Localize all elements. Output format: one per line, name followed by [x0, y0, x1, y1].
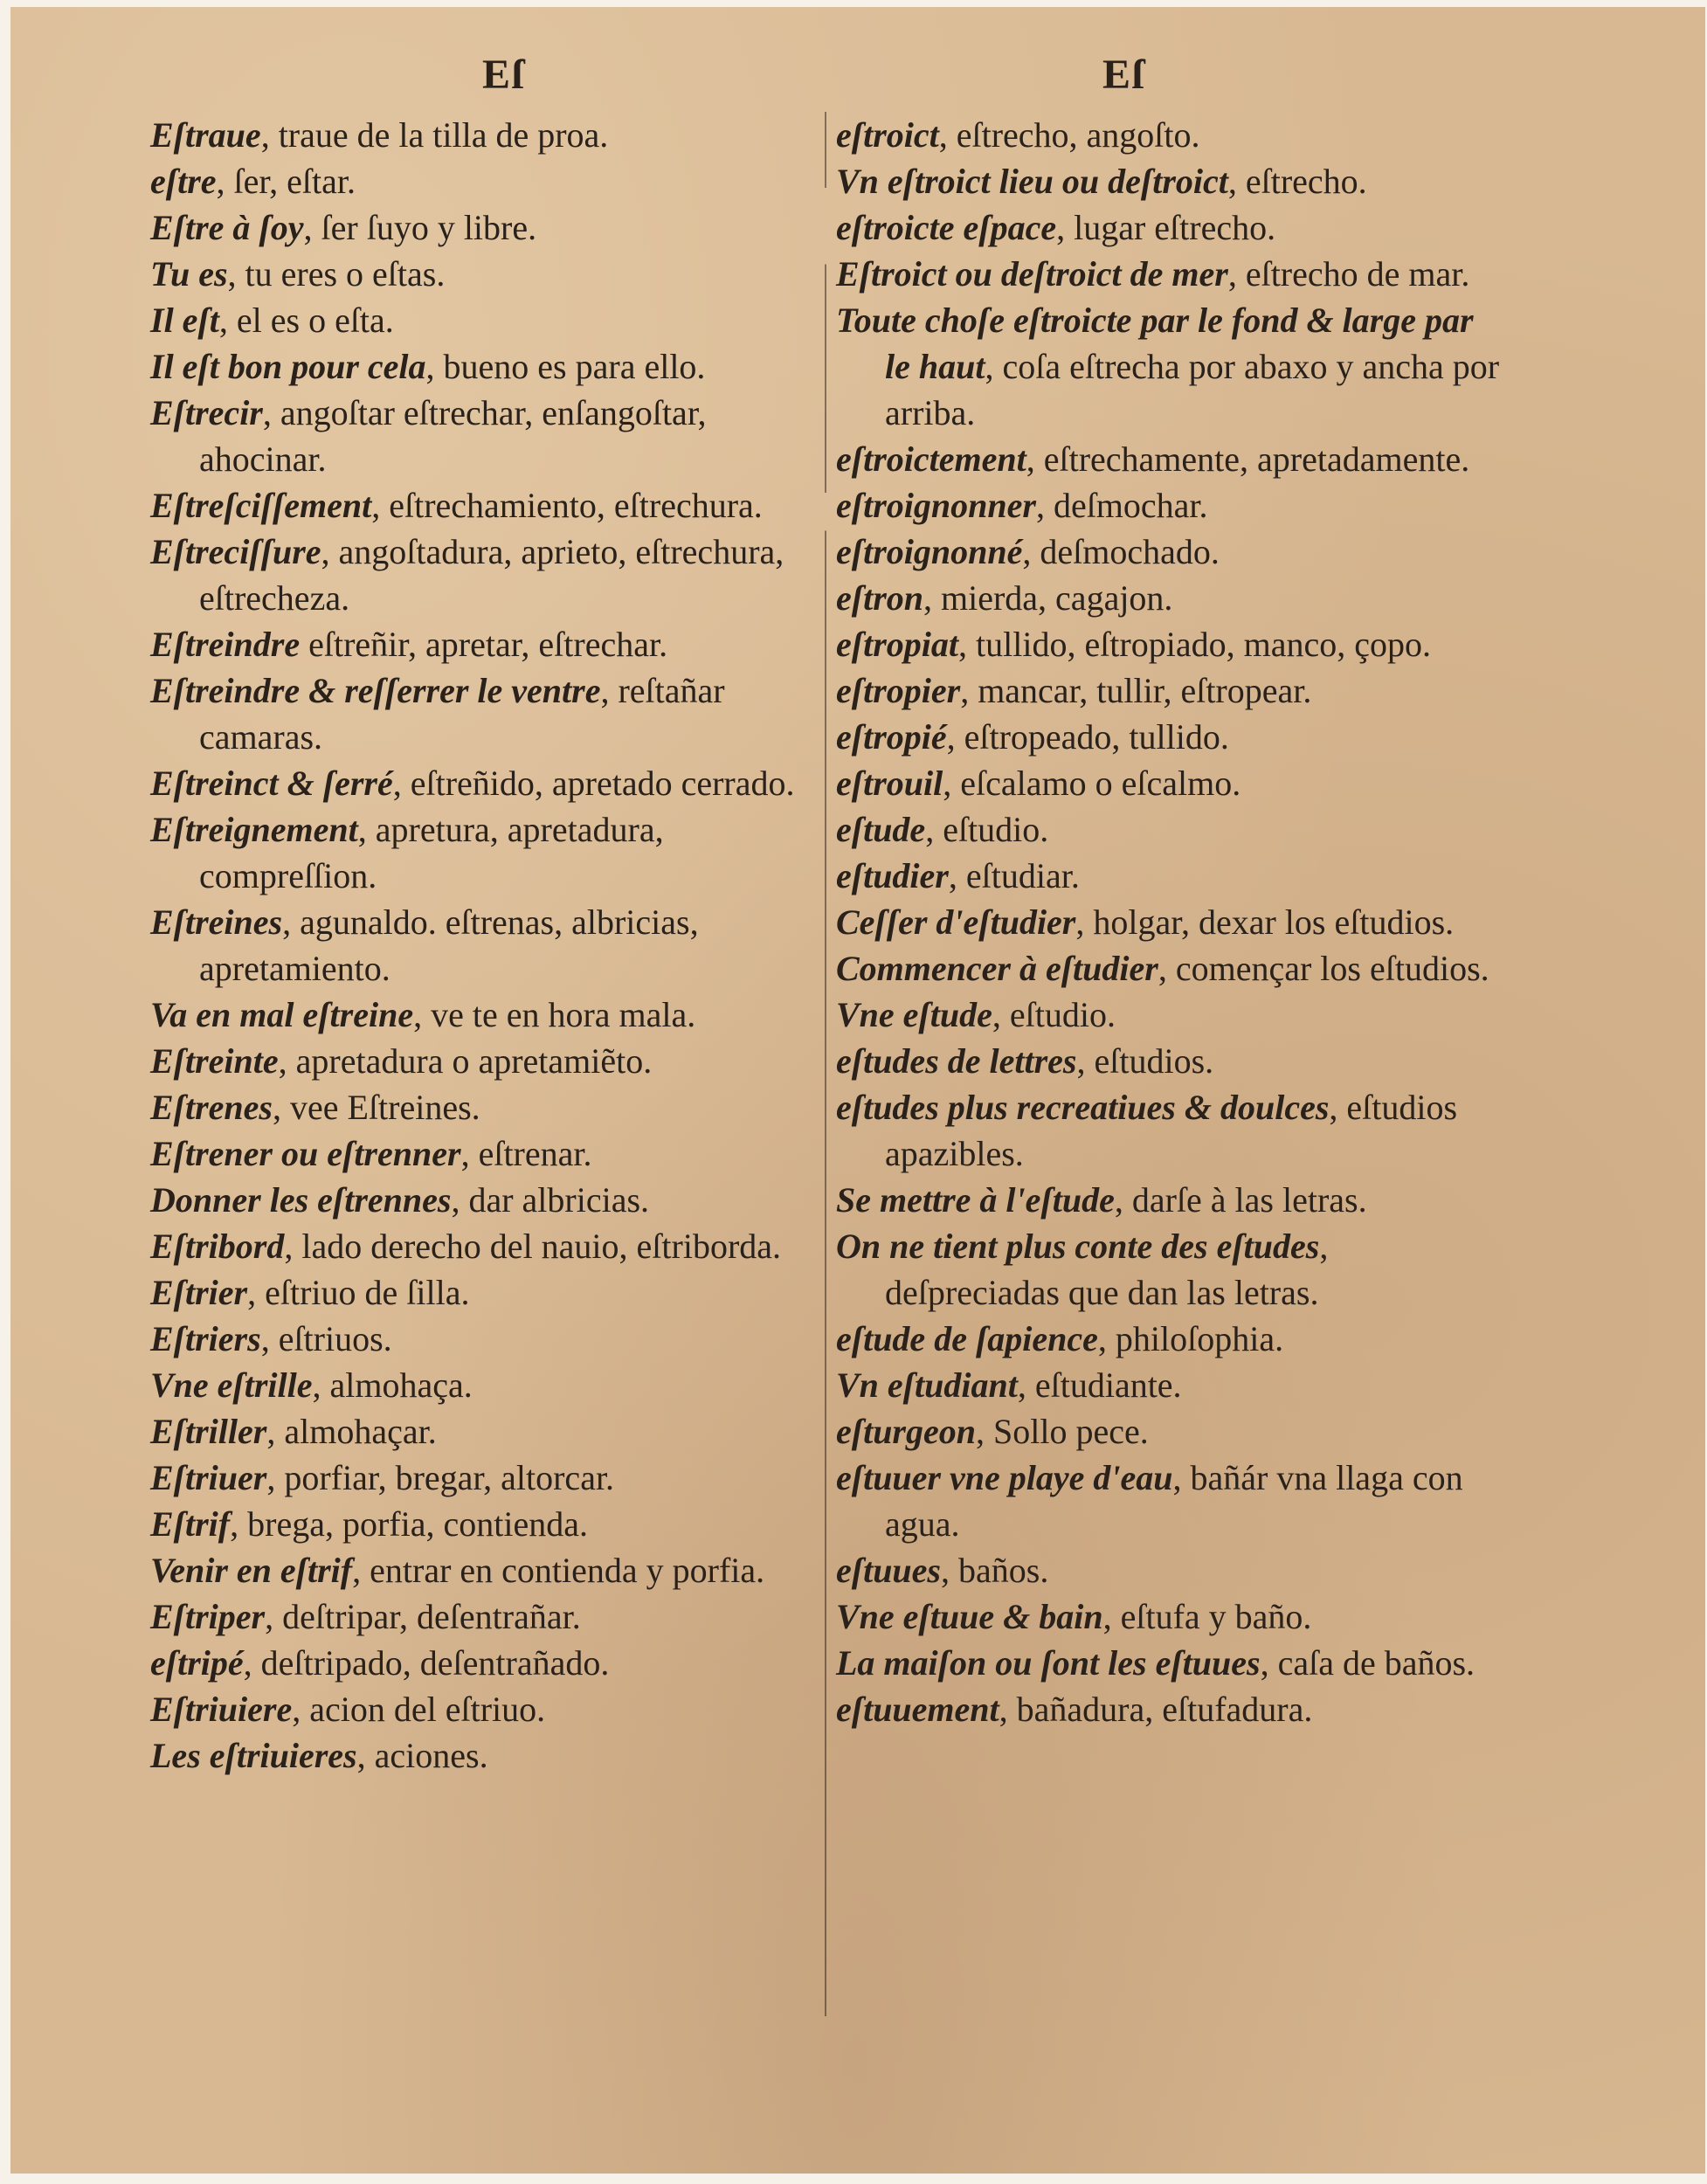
dictionary-entry [150, 760, 814, 806]
dictionary-entry [150, 482, 814, 529]
entry-definition: , eſtudiar. [948, 856, 1080, 895]
entry-definition: , almohaça. [312, 1365, 473, 1405]
dictionary-entry [836, 992, 1500, 1038]
entry-headword: eſtropier [836, 671, 961, 710]
entry-headword: eſturgeon [836, 1412, 976, 1451]
entry-headword: Se mettre à l'eſtude [836, 1180, 1115, 1220]
dictionary-entry [836, 945, 1500, 992]
dictionary-entry [150, 343, 814, 390]
entry-headword: Ceſſer d'eſtudier [836, 902, 1076, 942]
left-running-head: Eſ [482, 52, 526, 98]
dictionary-entry [150, 899, 814, 992]
entry-definition: , començar los eſtudios. [1158, 949, 1489, 988]
entry-definition: , agunaldo. eſtrenas, albricias, apretamiento. [199, 902, 699, 988]
entry-headword: eſtroignonner [836, 486, 1036, 525]
entry-definition: , bueno es para ello. [425, 347, 706, 386]
entry-definition: eſtreñir, apretar, eſtrechar. [300, 625, 668, 664]
entry-definition: , apretura, apretadura, compreſſion. [199, 810, 664, 895]
entry-definition: , brega, porfia, contienda. [230, 1504, 588, 1544]
entry-headword: Eſtriers [150, 1319, 261, 1358]
dictionary-entry [836, 853, 1500, 899]
entry-headword: Eſtreindre [150, 625, 301, 664]
dictionary-entry [150, 1038, 814, 1084]
entry-definition: , deſpreciadas que dan las letras. [885, 1227, 1329, 1312]
entry-headword: La maiſon ou ſont les eſtuues [836, 1643, 1261, 1683]
entry-definition: , eſtudio. [925, 810, 1049, 849]
entry-headword: Il eſt bon pour cela [150, 347, 426, 386]
entry-headword: eſtroignonné [836, 532, 1023, 571]
entry-definition: , darſe à las letras. [1114, 1180, 1367, 1220]
entry-headword: eſtudier [836, 856, 949, 895]
entry-headword: Va en mal eſtreine [150, 995, 414, 1034]
dictionary-entry [836, 760, 1500, 806]
entry-definition: , bañadura, eſtufadura. [999, 1690, 1313, 1729]
dictionary-entry [836, 1455, 1500, 1547]
entry-definition: , eſtrechamente, apretadamente. [1026, 439, 1470, 479]
entry-definition: , eſtropeado, tullido. [946, 717, 1229, 757]
entry-definition: , acion del eſtriuo. [292, 1690, 546, 1729]
entry-definition: , reſtañar camaras. [199, 671, 725, 757]
dictionary-entry [150, 390, 814, 482]
entry-headword: Vne eſtude [836, 995, 992, 1034]
entry-headword: Eſtraue [150, 115, 261, 155]
dictionary-entry [150, 1593, 814, 1640]
entry-headword: eſtudes plus recreatiues & doulces [836, 1088, 1330, 1127]
dictionary-entry [150, 112, 814, 158]
entry-definition: , caſa de baños. [1260, 1643, 1475, 1683]
entry-definition: , eſtudios. [1076, 1041, 1214, 1081]
entry-definition: , angoſtadura, aprieto, eſtrechura, eſtrecheza. [199, 532, 784, 618]
entry-definition: , apretadura o apretamiẽto. [278, 1041, 653, 1081]
entry-headword: Donner les eſtrennes [150, 1180, 452, 1220]
entry-headword: eſtropiat [836, 625, 958, 664]
entry-headword: eſtuuer vne playe d'eau [836, 1458, 1173, 1497]
entry-definition: , eſtrechamiento, eſtrechura. [371, 486, 763, 525]
entry-definition: , ve te en hora mala. [413, 995, 696, 1034]
dictionary-entry [836, 1038, 1500, 1084]
dictionary-entry [150, 1177, 814, 1223]
dictionary-entry [836, 1223, 1500, 1316]
entry-headword: Eſtriper [150, 1597, 266, 1636]
entry-definition: , el es o eſta. [218, 301, 394, 340]
entry-definition: , aciones. [356, 1736, 488, 1775]
entry-definition: , eſtudio. [992, 995, 1116, 1034]
right-column [836, 112, 1500, 1732]
dictionary-entry [836, 667, 1500, 714]
entry-definition: , eſtrecho, angoſto. [938, 115, 1200, 155]
entry-definition: , ſer, eſtar. [216, 162, 356, 201]
entry-headword: eſtropié [836, 717, 947, 757]
entry-headword: Les eſtriuieres [150, 1736, 357, 1775]
left-column [150, 112, 814, 1779]
entry-headword: Eſtre à ſoy [150, 208, 304, 247]
dictionary-entry [836, 482, 1500, 529]
entry-definition: , tullido, eſtropiado, manco, çopo. [957, 625, 1431, 664]
entry-definition: , eſcalamo o eſcalmo. [943, 764, 1241, 803]
dictionary-entry [150, 1547, 814, 1593]
dictionary-entry [150, 1640, 814, 1686]
entry-headword: eſtrouil [836, 764, 943, 803]
entry-headword: eſtripé [150, 1643, 244, 1683]
dictionary-entry [150, 1362, 814, 1408]
entry-definition: , entrar en contienda y porfia. [352, 1551, 765, 1590]
entry-definition: , mancar, tullir, eſtropear. [960, 671, 1312, 710]
entry-definition: , baños. [941, 1551, 1049, 1590]
entry-definition: , holgar, dexar los eſtudios. [1075, 902, 1455, 942]
dictionary-entry [836, 1593, 1500, 1640]
dictionary-entry [836, 1177, 1500, 1223]
entry-definition: , almohaçar. [266, 1412, 437, 1451]
entry-definition: , eſtriuo de ſilla. [247, 1273, 470, 1312]
dictionary-entry [150, 1408, 814, 1455]
entry-headword: Eſtrenes [150, 1088, 273, 1127]
dictionary-entry [150, 1501, 814, 1547]
entry-definition: , traue de la tilla de proa. [260, 115, 609, 155]
dictionary-entry [836, 529, 1500, 575]
dictionary-entry [836, 1640, 1500, 1686]
entry-definition: , Sollo pece. [976, 1412, 1149, 1451]
entry-headword: Eſtroict ou deſtroict de mer [836, 254, 1228, 294]
entry-definition: , bañár vna llaga con agua. [885, 1458, 1463, 1544]
entry-definition: , tu eres o eſtas. [227, 254, 446, 294]
entry-headword: eſtre [150, 162, 217, 201]
entry-headword: Eſtreines [150, 902, 283, 942]
entry-headword: On ne tient plus conte des eſtudes [836, 1227, 1320, 1266]
entry-headword: Eſtriuer [150, 1458, 267, 1497]
dictionary-entry [150, 667, 814, 760]
dictionary-entry [836, 1316, 1500, 1362]
entry-headword: eſtroict [836, 115, 939, 155]
entry-headword: Eſtreinct & ſerré [150, 764, 393, 803]
dictionary-entry [836, 714, 1500, 760]
entry-headword: Eſtreciſſure [150, 532, 321, 571]
dictionary-entry [150, 158, 814, 204]
entry-headword: Eſtrener ou eſtrenner [150, 1134, 461, 1173]
entry-headword: Eſtrecir [150, 393, 263, 432]
entry-definition: , eſtudiante. [1017, 1365, 1182, 1405]
entry-headword: Eſtrif [150, 1504, 231, 1544]
dictionary-entry [836, 436, 1500, 482]
entry-headword: Venir en eſtrif [150, 1551, 353, 1590]
entry-definition: , angoſtar eſtrechar, enſangoſtar, ahocinar. [199, 393, 707, 479]
dictionary-entry [150, 1316, 814, 1362]
entry-definition: , eſtudios apazibles. [885, 1088, 1458, 1173]
dictionary-entry [150, 1686, 814, 1732]
dictionary-entry [150, 806, 814, 899]
entry-headword: Eſtreignement [150, 810, 358, 849]
entry-definition: , eſtrecho de mar. [1227, 254, 1470, 294]
entry-definition: , deſtripado, deſentrañado. [243, 1643, 610, 1683]
entry-definition: , dar albricias. [451, 1180, 650, 1220]
dictionary-entry [150, 1455, 814, 1501]
entry-headword: eſtudes de lettres [836, 1041, 1077, 1081]
dictionary-entry [150, 1732, 814, 1779]
entry-definition: , lado derecho del nauio, eſtriborda. [284, 1227, 782, 1266]
dictionary-entry [836, 1686, 1500, 1732]
entry-definition: , deſmochar. [1035, 486, 1208, 525]
entry-headword: Toute choſe eſtroicte par le fond & large par le haut [836, 301, 1474, 386]
entry-definition: , lugar eſtrecho. [1056, 208, 1276, 247]
entry-headword: eſtude [836, 810, 926, 849]
dictionary-entry [150, 1223, 814, 1269]
dictionary-entry [836, 899, 1500, 945]
entry-definition: , deſtripar, deſentrañar. [265, 1597, 581, 1636]
entry-headword: Eſtriuiere [150, 1690, 293, 1729]
dictionary-entry [836, 621, 1500, 667]
dictionary-entry [836, 158, 1500, 204]
entry-definition: , vee Eſtreines. [273, 1088, 480, 1127]
dictionary-entry [150, 251, 814, 297]
entry-headword: eſtude de ſapience [836, 1319, 1098, 1358]
entry-headword: Eſtribord [150, 1227, 285, 1266]
dictionary-entry [836, 575, 1500, 621]
entry-headword: eſtuuement [836, 1690, 999, 1729]
entry-headword: Tu es [150, 254, 228, 294]
entry-headword: Il eſt [150, 301, 219, 340]
dictionary-entry [836, 1408, 1500, 1455]
dictionary-entry [150, 621, 814, 667]
entry-headword: Eſtreſciſſement [150, 486, 372, 525]
entry-headword: Eſtreindre & reſſerrer le ventre [150, 671, 601, 710]
column-divider [825, 112, 826, 2016]
entry-definition: , eſtrecho. [1227, 162, 1367, 201]
dictionary-entry [150, 297, 814, 343]
dictionary-entry [836, 1084, 1500, 1177]
entry-definition: , ſer ſuyo y libre. [303, 208, 537, 247]
entry-headword: eſtuues [836, 1551, 941, 1590]
dictionary-entry [836, 112, 1500, 158]
dictionary-entry [836, 251, 1500, 297]
entry-definition: , eſtreñido, apretado cerrado. [392, 764, 795, 803]
entry-headword: Vne eſtuue & bain [836, 1597, 1103, 1636]
entry-headword: Commencer à eſtudier [836, 949, 1158, 988]
dictionary-page [10, 7, 1705, 2174]
entry-definition: , deſmochado. [1022, 532, 1220, 571]
entry-definition: , eſtrenar. [460, 1134, 592, 1173]
dictionary-entry [836, 297, 1500, 436]
entry-headword: eſtron [836, 578, 923, 618]
entry-definition: , eſtriuos. [260, 1319, 392, 1358]
dictionary-entry [150, 1130, 814, 1177]
dictionary-entry [836, 1547, 1500, 1593]
entry-headword: Vne eſtrille [150, 1365, 313, 1405]
right-running-head: Eſ [1102, 52, 1146, 98]
entry-definition: , coſa eſtrecha por abaxo y ancha por arriba. [885, 347, 1500, 432]
dictionary-entry [836, 1362, 1500, 1408]
entry-definition: , eſtufa y baño. [1102, 1597, 1312, 1636]
entry-definition: , porfiar, bregar, altorcar. [266, 1458, 615, 1497]
dictionary-entry [150, 1084, 814, 1130]
entry-headword: eſtroicte eſpace [836, 208, 1057, 247]
dictionary-entry [150, 992, 814, 1038]
dictionary-entry [150, 204, 814, 251]
dictionary-entry [836, 806, 1500, 853]
entry-definition: , mierda, cagajon. [923, 578, 1173, 618]
entry-headword: Vn eſtudiant [836, 1365, 1018, 1405]
entry-headword: Eſtreinte [150, 1041, 279, 1081]
entry-headword: eſtroictement [836, 439, 1026, 479]
dictionary-entry [150, 529, 814, 621]
entry-headword: Eſtriller [150, 1412, 267, 1451]
entry-headword: Eſtrier [150, 1273, 248, 1312]
entry-headword: Vn eſtroict lieu ou deſtroict [836, 162, 1228, 201]
entry-definition: , philoſophia. [1097, 1319, 1284, 1358]
dictionary-entry [150, 1269, 814, 1316]
dictionary-entry [836, 204, 1500, 251]
